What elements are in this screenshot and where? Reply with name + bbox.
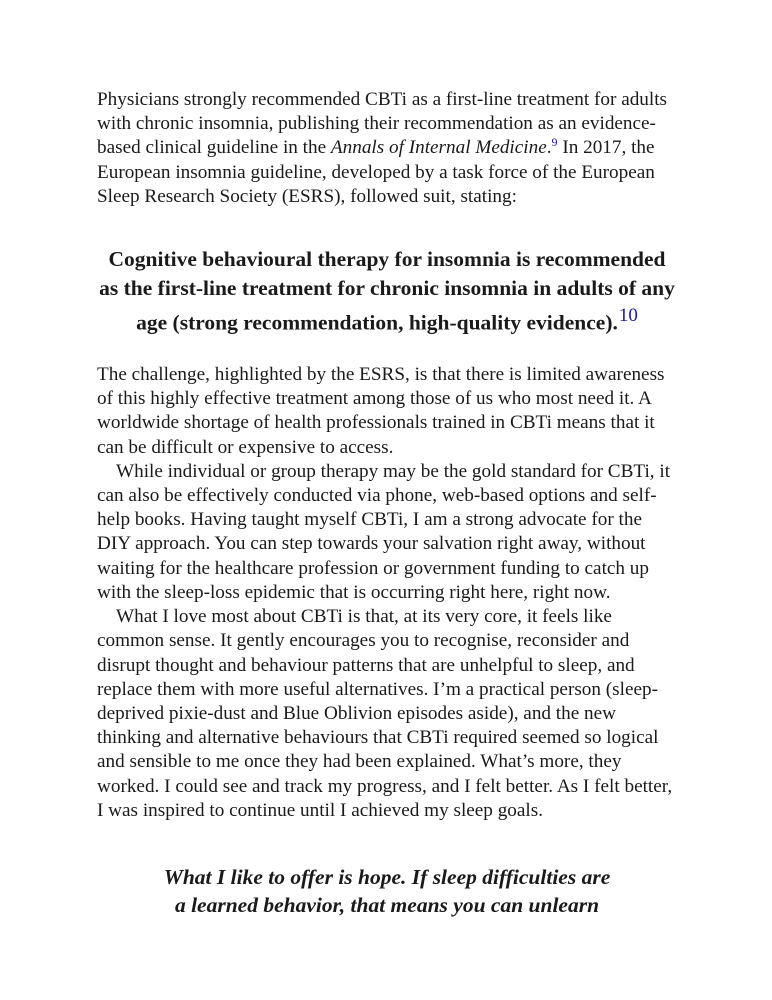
paragraph-diy: While individual or group therapy may be the gold standard for CBTi, it can also be effectively conducted via phone, web-based options and self-help books. Having taught myself CBTi, I am a strong advocate for the DIY approach. You can step towards your salvation right away, without waiting for the healthcare profession or government funding to catch up with the sleep-loss epidemic that is occurring right here, right now. xyxy=(97,460,671,603)
journal-title: Annals of Internal Medicine xyxy=(330,137,547,159)
paragraph-challenge: The challenge, highlighted by the ESRS, is that there is limited awareness of this highly effective treatment among those of us who most need it. A worldwide shortage of health professionals trained in CBTi means that it can be difficult or expensive to access. xyxy=(97,364,665,458)
paragraph-guideline xyxy=(97,88,677,209)
block-quote xyxy=(97,245,677,337)
block-quote-text: Cognitive behavioural therapy for insomnia is recommended as the first-line treatment for chronic insomnia in adults of any age (strong recommendation, high-quality evidence). xyxy=(99,247,675,335)
footnote-ref-10[interactable]: 10 xyxy=(618,305,638,327)
period: . xyxy=(546,137,552,159)
pull-quote-line-1: What I like to offer is hope. If sleep difficulties are xyxy=(163,864,611,889)
pull-quote-line-2: a learned behavior, that means you can unlearn xyxy=(174,892,600,917)
document-page xyxy=(97,88,677,919)
paragraph-guideline-text: Physicians strongly recommended CBTi as a first-line treatment for adults with chronic insomnia, publishing their recommendation as an evidence-based clinical guideline in the xyxy=(97,89,668,159)
pull-quote xyxy=(97,863,677,919)
footnote-ref-9[interactable]: 9 xyxy=(551,135,558,150)
paragraph-guideline-continuation: In 2017, the European insomnia guideline, developed by a task force of the European Sleep Research Society (ESRS), followed suit, stating: xyxy=(97,137,655,207)
paragraph-common-sense: What I love most about CBTi is that, at its very core, it feels like common sense. It gently encourages you to recognise, reconsider and disrupt thought and behaviour patterns that are unhelpful to sleep, and replace them with more useful alternatives. I’m a practical person (sleep-deprived pixie-dust and Blue Oblivion episodes aside), and the new thinking and alternative behaviours that CBTi required seemed so logical and sensible to me once they had been explained. What’s more, they worked. I could see and track my progress, and I felt better. As I felt better, I was inspired to continue until I achieved my sleep goals. xyxy=(97,606,673,821)
